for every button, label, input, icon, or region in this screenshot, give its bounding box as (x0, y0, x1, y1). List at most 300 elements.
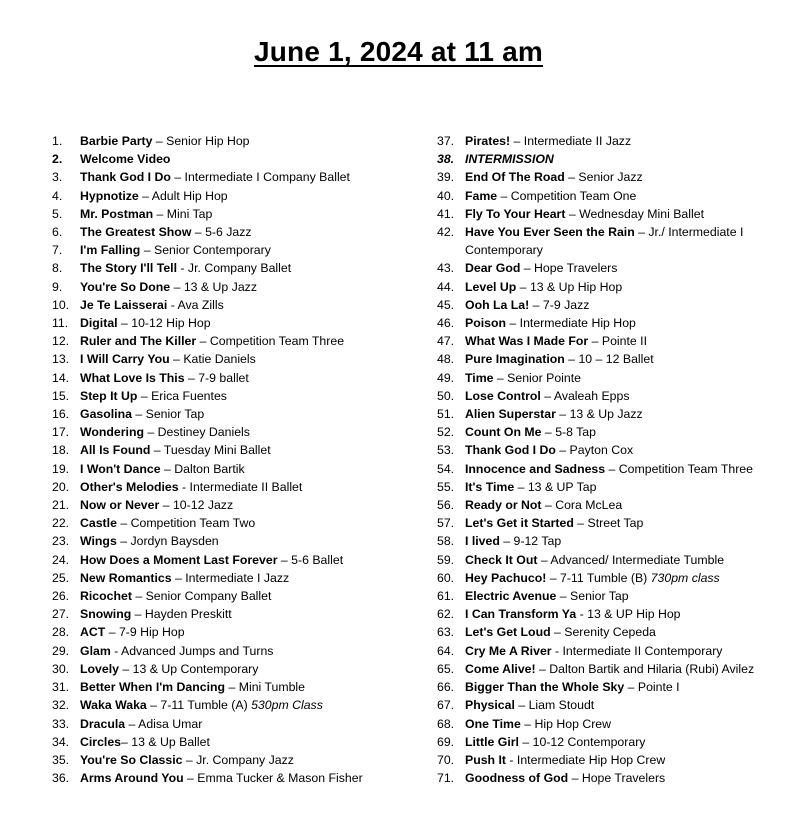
item-title: Barbie Party (80, 134, 153, 148)
item-number: 26. (52, 589, 70, 604)
item-title: It's Time (465, 479, 515, 494)
item-title: Goodness of God (465, 771, 569, 786)
item-performer: – Emma Tucker & Mason Fisher (183, 771, 363, 786)
list-item (52, 660, 402, 678)
item-title: Castle (80, 516, 117, 531)
item-title: Innocence and Sadness (465, 461, 606, 476)
item-performer: – 13 & UP Tap (514, 479, 597, 494)
item-title: Ready or Not (465, 498, 542, 513)
item-title: Je Te Laisserai (80, 297, 168, 312)
item-title: You're So Done (80, 279, 171, 294)
item-title: Count On Me (465, 425, 542, 440)
item-performer: – 13 & Up Jazz (555, 407, 643, 422)
list-item (437, 132, 777, 150)
item-number: 16. (52, 407, 70, 422)
item-title: Electric Avenue (465, 589, 557, 604)
list-item (437, 496, 777, 514)
list-item (437, 314, 777, 332)
item-text (465, 532, 777, 550)
item-performer: – 7-9 Jazz (529, 297, 590, 312)
page-title: June 1, 2024 at 11 am (253, 36, 544, 67)
list-item (437, 514, 777, 532)
list-item (52, 223, 402, 241)
item-number: 11. (52, 316, 69, 331)
item-performer: – 13 & Up Ballet (121, 734, 210, 749)
item-number: 45. (437, 297, 455, 312)
list-item (437, 259, 777, 277)
item-number: 40. (437, 188, 455, 203)
item-performer: – Intermediate Hip Hop (506, 316, 636, 331)
item-title: Pure Imagination (465, 352, 565, 367)
item-performer: - Ava Zills (167, 297, 224, 312)
item-text (80, 205, 402, 223)
list-item (52, 332, 402, 350)
item-title: Fame (465, 188, 498, 203)
item-performer: - Advanced Jumps and Turns (110, 643, 274, 658)
item-number: 22. (52, 516, 70, 531)
item-title: Ricochet (80, 589, 132, 604)
item-text (465, 715, 777, 733)
item-performer: – 5-6 Jazz (191, 225, 252, 240)
item-performer: - Jr. Company Ballet (177, 261, 292, 276)
list-item (437, 187, 777, 205)
item-title: Poison (465, 316, 506, 331)
list-item (52, 496, 402, 514)
list-item (437, 569, 777, 587)
item-number: 64. (437, 643, 455, 658)
list-item (437, 696, 777, 714)
list-item (52, 769, 402, 787)
item-title: Dracula (80, 716, 126, 731)
item-title: End Of The Road (465, 170, 565, 185)
item-number: 43. (437, 261, 455, 276)
item-title: Mr. Postman (80, 206, 154, 221)
item-number: 41. (437, 206, 455, 221)
item-title: Other's Melodies (80, 479, 179, 494)
item-text (465, 423, 777, 441)
item-performer: – Hope Travelers (568, 771, 666, 786)
item-text (80, 623, 402, 641)
item-title: Wondering (80, 425, 144, 440)
item-performer: – 10-12 Contemporary (518, 734, 646, 749)
list-item (437, 532, 777, 550)
list-item (52, 259, 402, 277)
item-number: 19. (52, 461, 70, 476)
item-number: 37. (437, 134, 455, 148)
item-performer: – Competition Team One (497, 188, 637, 203)
item-title: How Does a Moment Last Forever (80, 552, 278, 567)
item-title: Snowing (80, 607, 132, 622)
item-class-note: 730pm class (650, 570, 720, 585)
item-number: 25. (52, 570, 70, 585)
item-text (80, 150, 402, 168)
item-number: 8. (52, 261, 63, 276)
item-number: 4. (52, 188, 63, 203)
item-title: Glam (80, 643, 111, 658)
item-number: 70. (437, 752, 455, 767)
item-number: 28. (52, 625, 70, 640)
item-title: What Was I Made For (465, 334, 589, 349)
list-item (52, 369, 402, 387)
item-number: 9. (52, 279, 63, 294)
item-text (80, 569, 402, 587)
list-item (52, 278, 402, 296)
item-performer: – Mini Tap (153, 206, 213, 221)
item-title: Push It (465, 752, 506, 767)
item-text (80, 751, 402, 769)
item-text (465, 405, 777, 423)
item-performer: – 5-8 Tap (541, 425, 596, 440)
item-text (465, 187, 777, 205)
item-number: 62. (437, 607, 455, 622)
item-text (465, 514, 777, 532)
item-performer: – 10-12 Hip Hop (117, 316, 211, 331)
list-item (52, 587, 402, 605)
list-item (52, 532, 402, 550)
item-text (80, 715, 402, 733)
item-title: Physical (465, 698, 515, 713)
item-number: 67. (437, 698, 455, 713)
item-performer: – Liam Stoudt (514, 698, 595, 713)
item-performer: – Adult Hip Hop (138, 188, 228, 203)
item-performer: – Destiney Daniels (143, 425, 250, 440)
item-performer: - 13 & UP Hip Hop (576, 607, 681, 622)
list-item (52, 241, 402, 259)
item-performer: - Intermediate Hip Hop Crew (506, 752, 666, 767)
item-performer: – Cora McLea (541, 498, 623, 513)
item-performer: – Advanced/ Intermediate Tumble (537, 552, 725, 567)
item-number: 65. (437, 661, 455, 676)
item-text (465, 168, 777, 186)
item-text (465, 132, 777, 150)
item-number: 53. (437, 443, 455, 458)
list-item (437, 423, 777, 441)
list-item (437, 587, 777, 605)
item-title: Gasolina (80, 407, 132, 422)
item-title: Little Girl (465, 734, 519, 749)
item-number: 57. (437, 516, 455, 531)
item-number: 58. (437, 534, 455, 549)
item-title: One Time (465, 716, 521, 731)
item-performer: – Senior Hip Hop (152, 134, 250, 148)
item-title: INTERMISSION (465, 152, 554, 167)
item-number: 59. (437, 552, 455, 567)
item-title: Cry Me A River (465, 643, 552, 658)
list-item (437, 678, 777, 696)
item-number: 13. (52, 352, 70, 367)
item-number: 52. (437, 425, 455, 440)
item-text (80, 660, 402, 678)
program-list-left (52, 132, 402, 787)
item-number: 61. (437, 589, 455, 604)
item-title: Welcome Video (80, 152, 171, 167)
item-number: 24. (52, 552, 70, 567)
list-item (437, 478, 777, 496)
item-performer: – Competition Team Three (605, 461, 753, 476)
item-title: Thank God I Do (80, 170, 171, 185)
list-item (52, 569, 402, 587)
item-performer: – Intermediate II Jazz (510, 134, 632, 148)
item-number: 15. (52, 388, 70, 403)
item-performer: – Wednesday Mini Ballet (565, 206, 704, 221)
item-title: I Will Carry You (80, 352, 170, 367)
item-title: Pirates! (465, 134, 511, 148)
item-performer: – Senior Jazz (564, 170, 643, 185)
item-text (80, 241, 402, 259)
item-number: 30. (52, 661, 70, 676)
list-item (52, 187, 402, 205)
list-item (437, 623, 777, 641)
item-number: 38. (437, 152, 455, 167)
item-number: 18. (52, 443, 70, 458)
item-number: 48. (437, 352, 455, 367)
item-performer: – Pointe II (588, 334, 647, 349)
item-performer: – Jr. Company Jazz (182, 752, 294, 767)
item-performer: – Street Tap (573, 516, 644, 531)
item-title: Fly To Your Heart (465, 206, 566, 221)
item-text (80, 551, 402, 569)
item-performer: – 7-11 Tumble (A) (146, 698, 252, 713)
item-text (80, 532, 402, 550)
item-text (80, 642, 402, 660)
list-item (437, 223, 777, 259)
item-text (80, 605, 402, 623)
item-title: I'm Falling (80, 243, 141, 258)
item-number: 29. (52, 643, 70, 658)
item-title: I Won't Dance (80, 461, 161, 476)
item-number: 56. (437, 498, 455, 513)
item-title: Alien Superstar (465, 407, 556, 422)
item-number: 17. (52, 425, 70, 440)
item-title: Ooh La La! (465, 297, 530, 312)
item-title: Arms Around You (80, 771, 184, 786)
item-text (80, 259, 402, 277)
item-text (80, 223, 402, 241)
item-performer: – 13 & Up Jazz (170, 279, 257, 294)
item-number: 6. (52, 225, 63, 240)
item-text (465, 205, 777, 223)
list-item (52, 387, 402, 405)
item-text (465, 678, 777, 696)
item-text (465, 496, 777, 514)
item-text (465, 387, 777, 405)
list-item (52, 168, 402, 186)
item-number: 63. (437, 625, 455, 640)
list-item (52, 205, 402, 223)
item-title: The Greatest Show (80, 225, 192, 240)
item-text (80, 187, 402, 205)
item-title: Waka Waka (80, 698, 147, 713)
item-text (465, 642, 777, 660)
list-item (52, 441, 402, 459)
item-performer: – 9-12 Tap (499, 534, 562, 549)
item-number: 36. (52, 771, 70, 786)
item-text (80, 278, 402, 296)
item-text (465, 551, 777, 569)
item-title: What Love Is This (80, 370, 185, 385)
item-number: 66. (437, 680, 455, 695)
item-text (465, 569, 777, 587)
item-title: Now or Never (80, 498, 160, 513)
item-number: 47. (437, 334, 455, 349)
item-performer: – 5-6 Ballet (277, 552, 344, 567)
list-item (52, 551, 402, 569)
list-item (437, 733, 777, 751)
item-text (80, 696, 402, 714)
list-item (437, 296, 777, 314)
item-number: 33. (52, 716, 70, 731)
list-item (437, 660, 777, 678)
list-item (52, 678, 402, 696)
item-performer: – Pointe I (624, 680, 680, 695)
item-title: Let's Get Loud (465, 625, 551, 640)
item-text (465, 769, 777, 787)
list-item (52, 405, 402, 423)
item-number: 5. (52, 206, 63, 221)
item-performer: – 13 & Up Contemporary (118, 661, 259, 676)
item-text (80, 405, 402, 423)
item-text (465, 696, 777, 714)
list-item (52, 696, 402, 714)
item-number: 42. (437, 225, 455, 240)
item-title: Have You Ever Seen the Rain (465, 225, 635, 240)
list-item (437, 715, 777, 733)
list-item (52, 423, 402, 441)
item-text (465, 587, 777, 605)
item-text (465, 296, 777, 314)
item-title: I lived (465, 534, 500, 549)
item-performer: – 7-11 Tumble (B) (546, 570, 651, 585)
item-text (80, 678, 402, 696)
item-title: You're So Classic (80, 752, 183, 767)
item-text (80, 496, 402, 514)
item-title: Hypnotize (80, 188, 139, 203)
item-text (465, 623, 777, 641)
item-text (465, 369, 777, 387)
item-text (465, 150, 777, 168)
list-item (52, 733, 402, 751)
list-item (52, 132, 402, 150)
item-title: Level Up (465, 279, 517, 294)
item-number: 10. (52, 297, 70, 312)
item-number: 54. (437, 461, 455, 476)
item-performer: – 10 – 12 Ballet (564, 352, 654, 367)
item-title: Lose Control (465, 388, 541, 403)
item-text (465, 332, 777, 350)
list-item (52, 150, 402, 168)
item-text (80, 296, 402, 314)
list-item (437, 642, 777, 660)
item-performer: – Mini Tumble (225, 680, 306, 695)
item-text (80, 733, 402, 751)
item-text (465, 350, 777, 368)
item-number: 31. (52, 680, 70, 695)
list-item (437, 150, 777, 168)
item-title: Check It Out (465, 552, 538, 567)
item-performer: – 13 & Up Hip Hop (516, 279, 623, 294)
item-number: 27. (52, 607, 70, 622)
item-performer: – Katie Daniels (169, 352, 256, 367)
list-item (52, 314, 402, 332)
list-item (52, 605, 402, 623)
item-performer: – Senior Contemporary (140, 243, 271, 258)
item-number: 46. (437, 316, 455, 331)
item-title: Come Alive! (465, 661, 536, 676)
item-number: 7. (52, 243, 63, 258)
item-performer: – 10-12 Jazz (159, 498, 234, 513)
item-text (465, 660, 777, 678)
item-title: Let's Get it Started (465, 516, 574, 531)
item-title: Thank God I Do (465, 443, 556, 458)
item-performer: – 7-9 Hip Hop (105, 625, 185, 640)
item-title: Step It Up (80, 388, 138, 403)
item-performer: – Senior Pointe (493, 370, 581, 385)
item-title: Digital (80, 316, 118, 331)
list-item (437, 405, 777, 423)
list-item (437, 278, 777, 296)
item-performer: – Tuesday Mini Ballet (150, 443, 271, 458)
item-number: 44. (437, 279, 455, 294)
item-text (80, 769, 402, 787)
item-number: 68. (437, 716, 455, 731)
item-number: 32. (52, 698, 70, 713)
item-performer: – Jr./ Intermediate I Contemporary (465, 225, 744, 258)
item-performer: – Intermediate I Company Ballet (170, 170, 350, 185)
list-item (437, 205, 777, 223)
item-text (80, 314, 402, 332)
item-performer: – Payton Cox (555, 443, 634, 458)
item-text (465, 478, 777, 496)
list-item (52, 514, 402, 532)
item-performer: – Erica Fuentes (137, 388, 227, 403)
item-text (465, 751, 777, 769)
item-performer: – Senior Tap (556, 589, 629, 604)
item-title: Bigger Than the Whole Sky (465, 680, 625, 695)
item-text (465, 605, 777, 623)
list-item (52, 296, 402, 314)
item-performer: – Serenity Cepeda (550, 625, 656, 640)
item-text (80, 423, 402, 441)
item-title: Better When I'm Dancing (80, 680, 226, 695)
item-performer: – Hayden Preskitt (131, 607, 232, 622)
list-item (437, 441, 777, 459)
item-title: The Story I'll Tell (80, 261, 177, 276)
item-text (465, 259, 777, 277)
item-number: 50. (437, 388, 455, 403)
program-list-right (437, 132, 777, 787)
item-performer: – Senior Tap (131, 407, 205, 422)
item-performer: – Competition Team Two (116, 516, 256, 531)
item-number: 60. (437, 570, 455, 585)
item-title: Dear God (465, 261, 521, 276)
item-performer: – Adisa Umar (125, 716, 203, 731)
item-text (80, 168, 402, 186)
item-text (80, 514, 402, 532)
item-title: Wings (80, 534, 117, 549)
item-text (465, 441, 777, 459)
item-text (465, 460, 777, 478)
item-number: 55. (437, 479, 455, 494)
item-number: 3. (52, 170, 63, 185)
item-text (80, 332, 402, 350)
item-text (80, 387, 402, 405)
item-number: 14. (52, 370, 70, 385)
item-text (465, 733, 777, 751)
list-item (52, 478, 402, 496)
item-performer: - Intermediate II Contemporary (551, 643, 723, 658)
list-item (437, 168, 777, 186)
list-item (52, 751, 402, 769)
